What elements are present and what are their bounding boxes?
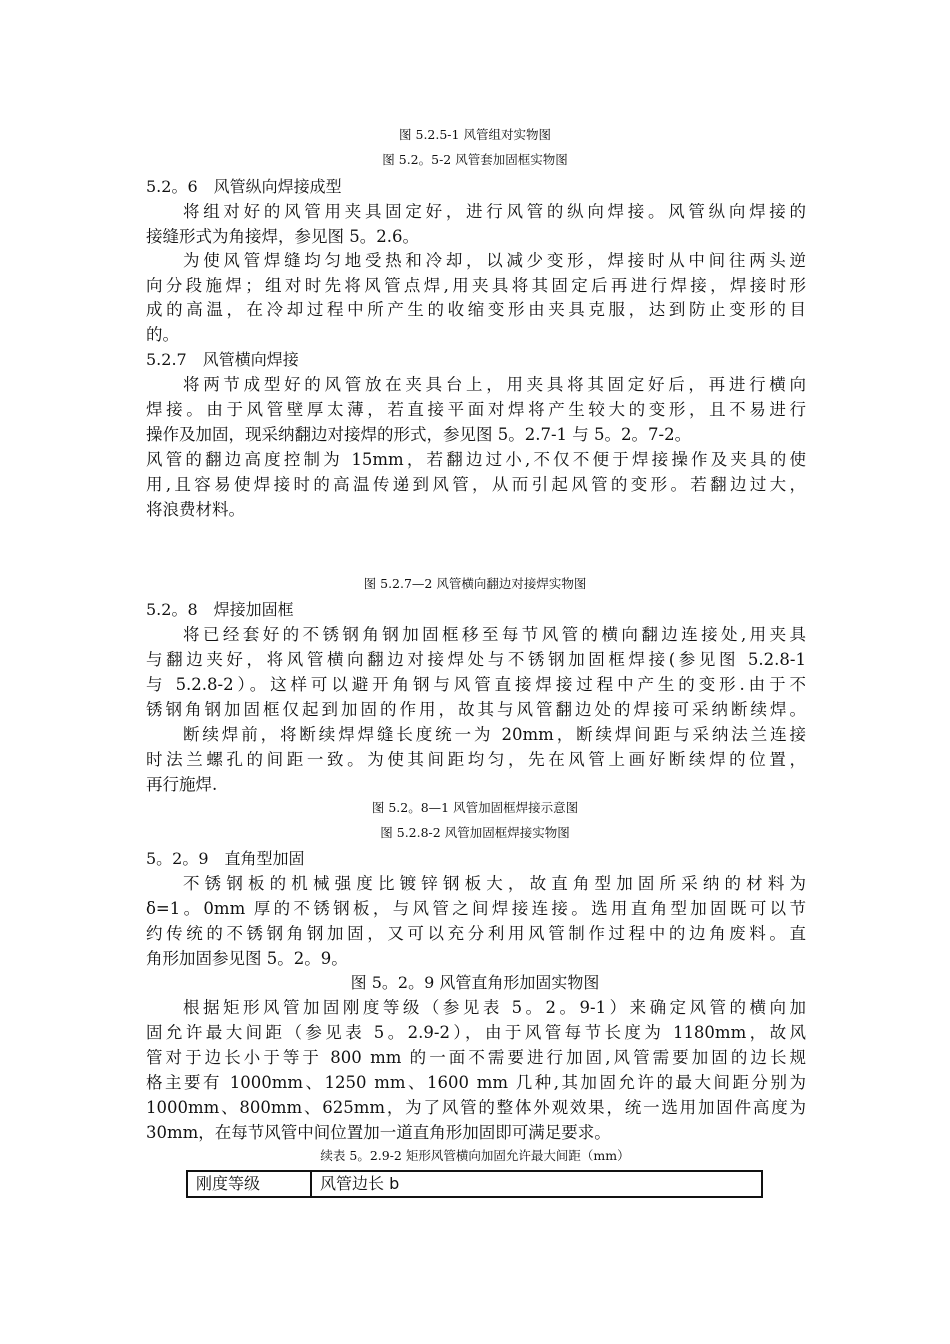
paragraph-line: 的。 (146, 325, 179, 344)
paragraph-line: 用,且容易使焊接时的高温传递到风管，从而引起风管的变形。若翻边过大， (146, 475, 806, 494)
paragraph-line: 向分段施焊；组对时先将风管点焊,用夹具将其固定后再进行焊接，焊接时形 (146, 276, 806, 295)
figure-caption-5-2-5-2: 图 5.2。5-2 风管套加固框实物图 (382, 152, 568, 167)
paragraph-line: 操作及加固，现采纳翻边对接焊的形式，参见图 5。2.7-1 与 5。2。7-2。 (146, 425, 692, 444)
figure-caption-5-2-5-1: 图 5.2.5-1 风管组对实物图 (399, 127, 551, 142)
figure-caption-5-2-8-1: 图 5.2。8—1 风管加固框焊接示意图 (371, 800, 579, 815)
paragraph-line: 根据矩形风管加固刚度等级（参见表 5。2。9-1）来确定风管的横向加 (183, 998, 806, 1017)
paragraph-line: 为使风管焊缝均匀地受热和冷却，以减少变形，焊接时从中间往两头逆 (183, 251, 806, 270)
spacing-table (186, 1170, 763, 1198)
paragraph-line: 固允许最大间距（参见表 5。2.9-2），由于风管每节长度为 1180mm，故风 (146, 1023, 806, 1042)
paragraph-line: 格主要有 1000mm、1250 mm、1600 mm 几种,其加固允许的最大间距分别为 (146, 1073, 806, 1092)
section-heading-5-2-6: 5.2。6 风管纵向焊接成型 (146, 177, 342, 196)
paragraph-line: 将已经套好的不锈钢角钢加固框移至每节风管的横向翻边连接处,用夹具 (183, 625, 806, 644)
table-header-duct-side-length: 风管边长 b (311, 1171, 762, 1197)
paragraph-line: 将浪费材料。 (146, 500, 245, 519)
paragraph-line: 断续焊前，将断续焊焊缝长度统一为 20mm，断续焊间距与采纳法兰连接 (183, 725, 806, 744)
paragraph-line: 锈钢角钢加固框仅起到加固的作用，故其与风管翻边处的焊接可采纳断续焊。 (146, 700, 806, 719)
section-heading-5-2-7: 5.2.7 风管横向焊接 (146, 350, 299, 369)
paragraph-line: 不锈钢板的机械强度比镀锌钢板大，故直角型加固所采纳的材料为 (183, 874, 806, 893)
paragraph-line: 成的高温，在冷却过程中所产生的收缩变形由夹具克服，达到防止变形的目 (146, 300, 806, 319)
paragraph-line: 角形加固参见图 5。2。9。 (146, 949, 348, 968)
paragraph-line: 约传统的不锈钢角钢加固，又可以充分利用风管制作过程中的边角废料。直 (146, 924, 806, 943)
figure-caption-5-2-8-2: 图 5.2.8-2 风管加固框焊接实物图 (380, 825, 570, 840)
paragraph-line: δ=1。0mm 厚的不锈钢板，与风管之间焊接连接。选用直角型加固既可以节 (146, 899, 806, 918)
paragraph-line: 30mm，在每节风管中间位置加一道直角形加固即可满足要求。 (146, 1123, 611, 1142)
section-heading-5-2-8: 5.2。8 焊接加固框 (146, 600, 294, 619)
paragraph-line: 将两节成型好的风管放在夹具台上，用夹具将其固定好后，再进行横向 (183, 375, 806, 394)
paragraph-line: 将组对好的风管用夹具固定好，进行风管的纵向焊接。风管纵向焊接的 (183, 202, 806, 221)
paragraph-line: 管对于边长小于等于 800 mm 的一面不需要进行加固,风管需要加固的边长规 (146, 1048, 806, 1067)
paragraph-line: 焊接。由于风管壁厚太薄，若直接平面对焊将产生较大的变形，且不易进行 (146, 400, 806, 419)
paragraph-line: 风管的翻边高度控制为 15mm，若翻边过小,不仅不便于焊接操作及夹具的使 (146, 450, 806, 469)
table-title: 续表 5。2.9-2 矩形风管横向加固允许最大间距（mm） (320, 1148, 630, 1163)
figure-caption-5-2-9: 图 5。2。9 风管直角形加固实物图 (350, 973, 600, 992)
paragraph-line: 与翻边夹好，将风管横向翻边对接焊处与不锈钢加固框焊接(参见图 5.2.8-1 (146, 650, 806, 669)
paragraph-line: 与 5.2.8-2）。这样可以避开角钢与风管直接焊接过程中产生的变形.由于不 (146, 675, 806, 694)
table-header-row (187, 1171, 762, 1197)
paragraph-line: 1000mm、800mm、625mm，为了风管的整体外观效果，统一选用加固件高度为 (146, 1098, 806, 1117)
paragraph-line: 接缝形式为角接焊，参见图 5。2.6。 (146, 227, 419, 246)
paragraph-line: 时法兰螺孔的间距一致。为使其间距均匀，先在风管上画好断续焊的位置， (146, 750, 806, 769)
section-heading-5-2-9: 5。2。9 直角型加固 (146, 849, 305, 868)
table-header-rigidity-grade: 刚度等级 (187, 1171, 311, 1197)
figure-caption-5-2-7-2: 图 5.2.7—2 风管横向翻边对接焊实物图 (363, 576, 587, 591)
paragraph-line: 再行施焊. (146, 775, 218, 794)
